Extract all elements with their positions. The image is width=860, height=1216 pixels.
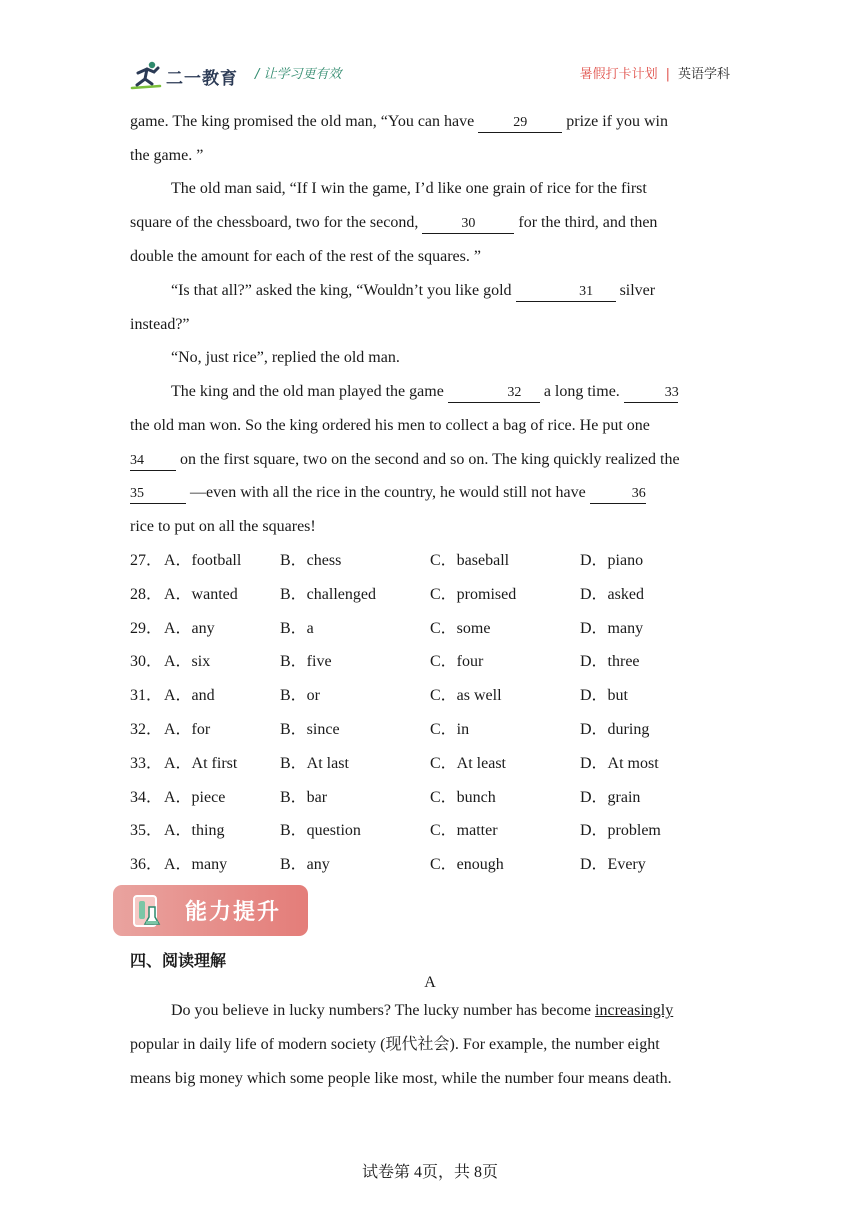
story-line xyxy=(130,375,731,409)
question-row xyxy=(130,747,731,781)
option-b: B．chess xyxy=(280,552,342,569)
option-d: D．during xyxy=(580,721,650,738)
question-row xyxy=(130,713,731,747)
option-c: C．promised xyxy=(430,585,517,603)
question-row xyxy=(130,848,731,882)
option-d: D．asked xyxy=(580,585,644,603)
blank-35: 35 xyxy=(130,485,186,504)
option-d: D．many xyxy=(580,619,644,637)
option-a: A．football xyxy=(164,552,242,569)
option-d: D．Every xyxy=(580,856,646,874)
text-span: “Is that all?” asked the king, “Wouldn’t you like gold xyxy=(171,282,516,299)
underlined-word: increasingly xyxy=(595,1002,674,1019)
option-b: B．or xyxy=(280,687,321,705)
option-a: A．many xyxy=(164,856,228,874)
blank-34: 34 xyxy=(130,452,176,471)
story-line: “No, just rice”, replied the old man. xyxy=(171,349,400,366)
option-a: A．any xyxy=(164,619,215,637)
option-a: A．thing xyxy=(164,822,225,840)
question-number: 30． xyxy=(130,653,163,671)
option-d: D．three xyxy=(580,653,640,671)
option-c: C．At least xyxy=(430,754,506,772)
question-row xyxy=(130,645,731,679)
option-d: D．but xyxy=(580,687,629,705)
story-line xyxy=(130,206,731,240)
option-d: D．piano xyxy=(580,552,644,569)
question-row xyxy=(130,612,731,646)
logo-text: 二一教育 xyxy=(166,69,238,89)
story-line: the game. ” xyxy=(130,147,204,164)
page-footer: 试卷第 4页，共 8页 xyxy=(361,1164,498,1181)
story-line: the old man won. So the king ordered his men to collect a bag of rice. He put one xyxy=(130,417,650,434)
option-c: C．bunch xyxy=(430,788,496,806)
option-b: B．bar xyxy=(280,788,328,806)
option-c: C．matter xyxy=(430,822,498,840)
question-number: 35． xyxy=(130,822,163,840)
header-right xyxy=(580,63,730,82)
option-a: A．At first xyxy=(164,754,238,772)
story-line xyxy=(130,105,731,139)
runner-logo-icon xyxy=(130,60,164,90)
text-span: for the third, and then xyxy=(514,214,658,231)
book-flask-icon xyxy=(131,893,165,929)
text-span: on the first square, two on the second and so on. The king quickly realized the xyxy=(176,451,680,468)
story-line: double the amount for each of the rest of the squares. ” xyxy=(130,248,481,265)
question-number: 27． xyxy=(130,552,163,569)
story-line xyxy=(130,274,731,308)
blank-30: 30 xyxy=(422,215,514,234)
question-row xyxy=(130,814,731,848)
story-line: instead?” xyxy=(130,316,190,333)
option-a: A．wanted xyxy=(164,585,238,603)
option-b: B．At last xyxy=(280,754,349,772)
text-span: Do you believe in lucky numbers? The lucky number has become xyxy=(171,1002,596,1019)
question-row xyxy=(130,781,731,815)
subject-label: 英语学科 xyxy=(677,67,730,82)
passage-line xyxy=(130,994,731,1028)
option-c: C．baseball xyxy=(430,552,510,569)
passage-line: popular in daily life of modern society (现代社会). For example, the number eight xyxy=(130,1036,660,1053)
option-d: D．grain xyxy=(580,788,641,806)
option-b: B．five xyxy=(280,653,332,671)
question-number: 34． xyxy=(130,788,163,806)
option-a: A．and xyxy=(164,687,215,705)
question-number: 36． xyxy=(130,856,163,874)
option-c: C．as well xyxy=(430,687,502,705)
option-d: D．problem xyxy=(580,822,661,840)
passage-line: means big money which some people like most, while the number four means death. xyxy=(130,1070,672,1087)
option-a: A．for xyxy=(164,721,211,738)
slogan: / 让学习更有效 xyxy=(255,67,342,82)
option-c: C．enough xyxy=(430,856,504,874)
option-a: A．piece xyxy=(164,788,226,806)
blank-33: 33 xyxy=(624,384,678,403)
option-b: B．a xyxy=(280,619,314,637)
blank-32: 32 xyxy=(448,384,540,403)
question-row xyxy=(130,578,731,612)
banner-text: 能力提升 xyxy=(185,900,282,925)
text-span: silver xyxy=(615,282,656,299)
blank-36: 36 xyxy=(590,485,646,504)
option-b: B．since xyxy=(280,721,340,738)
text-span: a long time. xyxy=(539,383,624,400)
ability-banner xyxy=(113,885,308,936)
option-d: D．At most xyxy=(580,754,659,772)
text-span: The king and the old man played the game xyxy=(171,383,448,400)
option-a: A．six xyxy=(164,653,211,671)
text-span: prize if you win xyxy=(562,113,668,130)
question-number: 28． xyxy=(130,585,163,603)
question-number: 29． xyxy=(130,619,163,637)
text-span: square of the chessboard, two for the second, xyxy=(130,214,423,231)
blank-31: 31 xyxy=(516,283,616,302)
section-title: 四、阅读理解 xyxy=(130,951,227,970)
logo xyxy=(130,60,248,90)
option-b: B．challenged xyxy=(280,585,376,603)
blank-29: 29 xyxy=(478,114,562,133)
option-b: B．any xyxy=(280,856,330,874)
option-c: C．in xyxy=(430,721,470,738)
question-number: 31． xyxy=(130,687,163,705)
page-header xyxy=(130,56,730,92)
story-line: rice to put on all the squares! xyxy=(130,518,316,535)
option-c: C．four xyxy=(430,653,484,671)
text-span: game. The king promised the old man, “You can have xyxy=(130,113,479,130)
question-number: 33． xyxy=(130,754,163,772)
story-line: The old man said, “If I win the game, I’d like one grain of rice for the first xyxy=(171,180,647,197)
story-line xyxy=(130,476,731,510)
option-b: B．question xyxy=(280,822,361,840)
question-number: 32． xyxy=(130,721,163,738)
passage-letter: A xyxy=(424,974,436,991)
text-span: —even with all the rice in the country, he would still not have xyxy=(186,484,590,501)
option-c: C．some xyxy=(430,619,491,637)
plan-label: 暑假打卡计划 xyxy=(579,67,658,82)
question-row xyxy=(130,679,731,713)
story-line xyxy=(130,443,731,477)
header-separator: | xyxy=(665,67,670,82)
question-row xyxy=(130,544,731,578)
